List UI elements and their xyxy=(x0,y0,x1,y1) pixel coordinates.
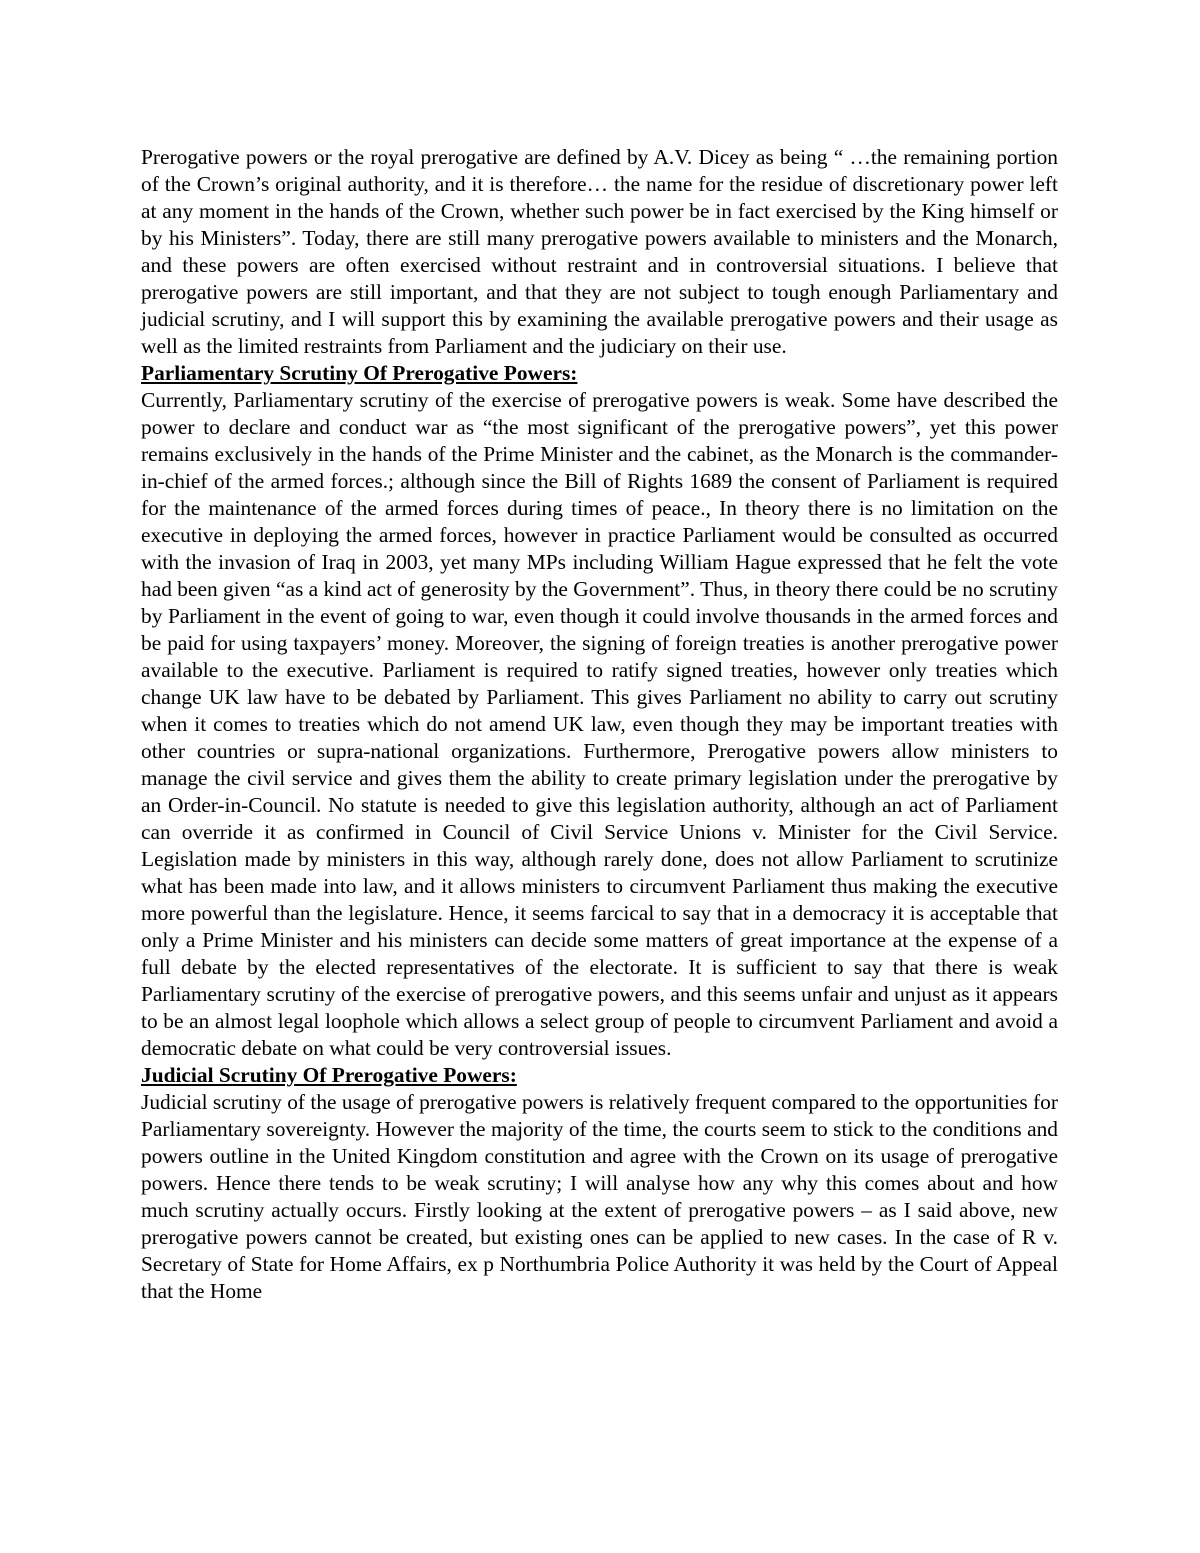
intro-paragraph: Prerogative powers or the royal prerogative are defined by A.V. Dicey as being “ …the remaining portion of the Crown’s original authority, and it is therefore… the name for the residue of discretionary power left at any moment in the hands of the Crown, whether such power be in fact exercised by the King himself or by his Ministers”. Today, there are still many prerogative powers available to ministers and the Monarch, and these powers are often exercised without restraint and in controversial situations. I believe that prerogative powers are still important, and that they are not subject to tough enough Parliamentary and judicial scrutiny, and I will support this by examining the available prerogative powers and their usage as well as the limited restraints from Parliament and the judiciary on their use. xyxy=(141,145,1058,358)
heading-parliamentary-scrutiny: Parliamentary Scrutiny Of Prerogative Powers: xyxy=(141,361,578,385)
document-page xyxy=(141,144,1058,1305)
parliamentary-scrutiny-paragraph: Currently, Parliamentary scrutiny of the exercise of prerogative powers is weak. Some have described the power to declare and conduct war as “the most significant of the prerogative powers”, yet this power remains exclusively in the hands of the Prime Minister and the cabinet, as the Monarch is the commander-in-chief of the armed forces.; although since the Bill of Rights 1689 the consent of Parliament is required for the maintenance of the armed forces during times of peace., In theory there is no limitation on the executive in deploying the armed forces, however in practice Parliament would be consulted as occurred with the invasion of Iraq in 2003, yet many MPs including William Hague expressed that he felt the vote had been given “as a kind act of generosity by the Government”. Thus, in theory there could be no scrutiny by Parliament in the event of going to war, even though it could involve thousands in the armed forces and be paid for using taxpayers’ money. Moreover, the signing of foreign treaties is another prerogative power available to the executive. Parliament is required to ratify signed treaties, however only treaties which change UK law have to be debated by Parliament. This gives Parliament no ability to carry out scrutiny when it comes to treaties which do not amend UK law, even though they may be important treaties with other countries or supra-national organizations. Furthermore, Prerogative powers allow ministers to manage the civil service and gives them the ability to create primary legislation under the prerogative by an Order-in-Council. No statute is needed to give this legislation authority, although an act of Parliament can override it as confirmed in Council of Civil Service Unions v. Minister for the Civil Service. Legislation made by ministers in this way, although rarely done, does not allow Parliament to scrutinize what has been made into law, and it allows ministers to circumvent Parliament thus making the executive more powerful than the legislature. Hence, it seems farcical to say that in a democracy it is acceptable that only a Prime Minister and his ministers can decide some matters of great importance at the expense of a full debate by the elected representatives of the electorate. It is sufficient to say that there is weak Parliamentary scrutiny of the exercise of prerogative powers, and this seems unfair and unjust as it appears to be an almost legal loophole which allows a select group of people to circumvent Parliament and avoid a democratic debate on what could be very controversial issues. xyxy=(141,388,1058,1060)
judicial-scrutiny-paragraph: Judicial scrutiny of the usage of prerogative powers is relatively frequent compared to the opportunities for Parliamentary sovereignty. However the majority of the time, the courts seem to stick to the conditions and powers outline in the United Kingdom constitution and agree with the Crown on its usage of prerogative powers. Hence there tends to be weak scrutiny; I will analyse how any why this comes about and how much scrutiny actually occurs. Firstly looking at the extent of prerogative powers – as I said above, new prerogative powers cannot be created, but existing ones can be applied to new cases. In the case of R v. Secretary of State for Home Affairs, ex p Northumbria Police Authority it was held by the Court of Appeal that the Home xyxy=(141,1090,1058,1303)
heading-judicial-scrutiny: Judicial Scrutiny Of Prerogative Powers: xyxy=(141,1063,517,1087)
